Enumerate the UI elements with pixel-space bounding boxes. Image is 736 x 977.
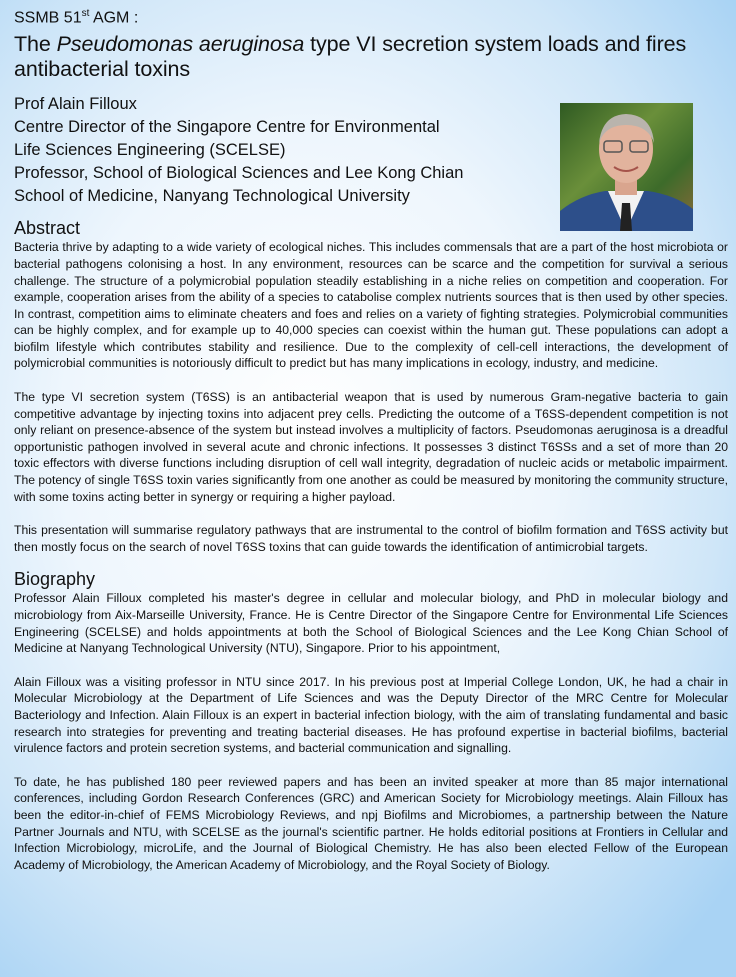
speaker-affiliation: School of Medicine, Nanyang Technological University	[14, 187, 410, 206]
abstract-paragraph: This presentation will summarise regulatory pathways that are instrumental to the control of biofilm formation and T6SS activity but then mostly focus on the search of novel T6SS toxins that can guide towards the identification of antimicrobial targets.	[14, 523, 728, 554]
speaker-affiliation: Professor, School of Biological Sciences and Lee Kong Chian	[14, 164, 464, 183]
agm-suffix: AGM :	[89, 9, 139, 27]
biography-paragraph: Professor Alain Filloux completed his master's degree in cellular and molecular biology, and PhD in molecular biology and microbiology from Aix-Marseille University, France. He is Centre Director of the Singapore Centre for Environmental Life Sciences Engineering (SCELSE) and holds appointments at both the School of Biological Sciences and the Lee Kong Chian School of Medicine at Nanyang Technological University (NTU), Singapore. Prior to his appointment,	[14, 591, 728, 656]
title-post: type VI secretion system loads and fires antibacterial toxins	[14, 32, 687, 82]
biography-paragraph: To date, he has published 180 peer reviewed papers and has been an invited speaker at more than 85 major international conferences, including Gordon Research Conferences (GRC) and American Society for Microbiology meetings. Alain Filloux has been the editor-in-chief of FEMS Microbiology Reviews, and npj Biofilms and Microbiomes, a partnership between the Nature Partner Journals and NTU, with SCELSE as the journal's scientific partner. He holds editorial positions at Frontiers in Cellular and Infection Microbiology, microLife, and the Journal of Biological Chemistry. He has also been elected Fellow of the European Academy of Microbiology, the American Academy of Microbiology, and the Royal Society of Biology.	[14, 774, 728, 872]
abstract-heading: Abstract	[14, 218, 81, 239]
abstract-paragraph: The type VI secretion system (T6SS) is an antibacterial weapon that is used by numerous Gram-negative bacteria to gain competitive advantage by injecting toxins into adjacent prey cells. Predicting the outcome of a T6SS-dependent competition is not only reliant on presence-absence of the system but instead involves a multiplicity of factors. Pseudomonas aeruginosa is a dreadful opportunistic pathogen involved in several acute and chronic infections. It possesses 3 distinct T6SSs and a set of more than 20 toxic effectors with diverse functions including disruption of cell wall integrity, degradation of nucleic acids or metabolic impairment. The potency of single T6SS toxin varies significantly from one another as could be measured by monitoring the community structure, with some toxins acting better in synergy or requiring a higher payload.	[14, 390, 728, 504]
speaker-affiliation: Centre Director of the Singapore Centre for Environmental	[14, 118, 440, 137]
speaker-info	[14, 93, 554, 208]
speaker-photo	[560, 103, 693, 231]
agm-prefix: SSMB 51	[14, 9, 82, 27]
title-italic: Pseudomonas aeruginosa	[56, 32, 305, 57]
speaker-name: Prof Alain Filloux	[14, 95, 137, 114]
agm-sup: st	[81, 8, 90, 19]
speaker-affiliation: Life Sciences Engineering (SCELSE)	[14, 141, 286, 160]
biography-paragraph: Alain Filloux was a visiting professor in NTU since 2017. In his previous post at Imperial College London, UK, he had a chair in Molecular Microbiology at the Department of Life Sciences and was the Deputy Director of the MRC Centre for Molecular Bacteriology and Infection. Alain Filloux is an expert in bacterial infection biology, with the aim of translating fundamental and basic research into strategies for preventing and treating bacterial diseases. He has profound expertise in bacterial biofilms, bacterial virulence factors and protein secretion systems, and bacterial communication and signalling.	[14, 674, 728, 756]
event-label	[14, 4, 728, 28]
talk-title	[14, 32, 728, 82]
biography-heading: Biography	[14, 569, 96, 590]
abstract-paragraph: Bacteria thrive by adapting to a wide variety of ecological niches. This includes commensals that are a part of the host microbiota or bacterial pathogens colonising a host. In any environment, resources can be scarce and the competition for survival a serious challenge. The structure of a polymicrobial population steadily establishing in a niche relies on competition and cooperation. For example, cooperation arises from the ability of a species to catabolise complex nutrients sources that is then used by other species. In contrast, competition aims to eliminate cheaters and foes and relies on a variety of fighting strategies. Polymicrobial communities can be highly complex, and for example up to 40,000 species can coexist within the human gut. These populations can adopt a biofilm lifestyle which contributes stability and resilience. Due to the complexity of cell-cell interactions, the development of polymicrobial communities is notoriously difficult to predict but has many implications in ecology, industry, and medicine.	[14, 240, 728, 371]
title-pre: The	[14, 32, 57, 57]
flyer	[14, 4, 728, 873]
